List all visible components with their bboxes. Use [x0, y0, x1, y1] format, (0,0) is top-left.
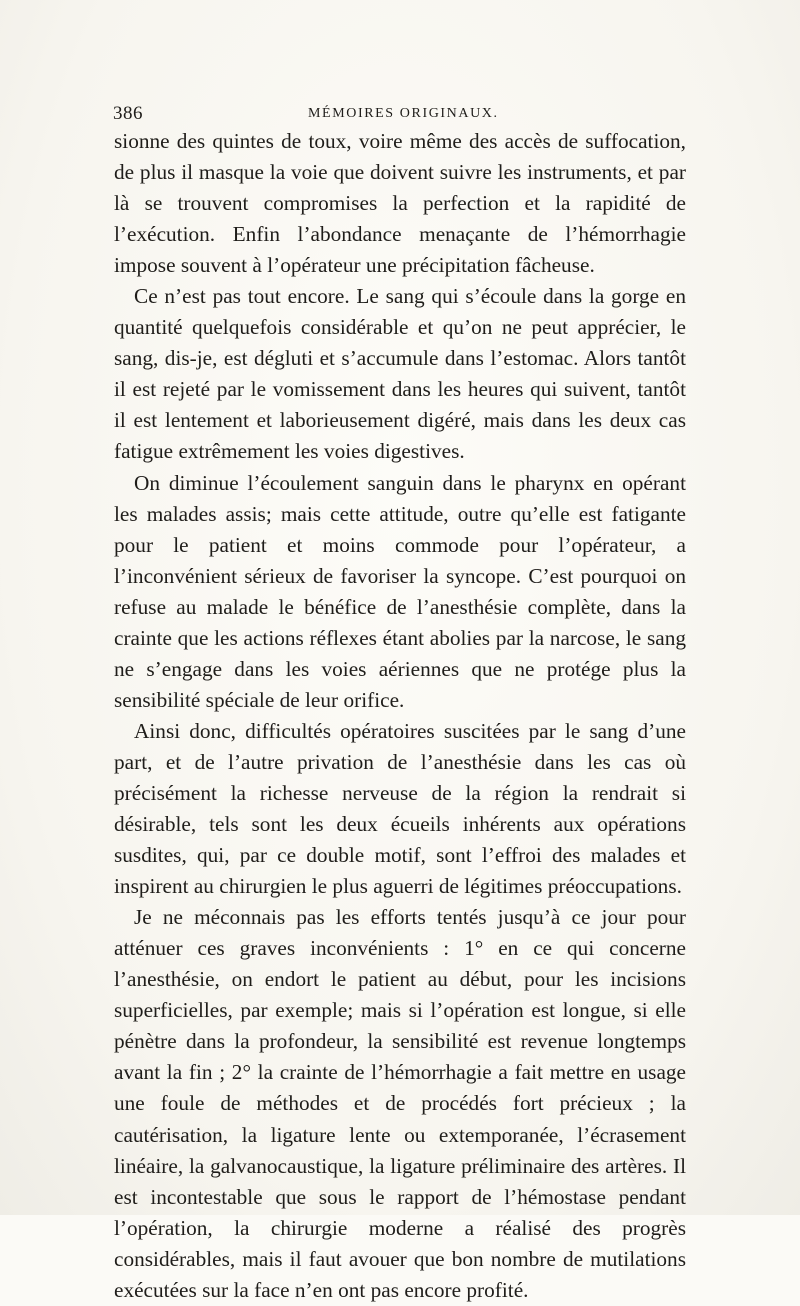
paragraph-2: Ce n’est pas tout encore. Le sang qui s’écoule dans la gorge en quantité quelquefois considérable et qu’on ne peut apprécier, le sang, dis-je, est dégluti et s’accumule dans l’estomac. Alors tantôt il est rejeté par le vomissement dans les heures qui suivent, tantôt il est lentement et laborieusement digéré, mais dans les deux cas fatigue extrêmement les voies digestives. [114, 284, 686, 464]
paragraph-5: Je ne méconnais pas les efforts tentés jusqu’à ce jour pour atténuer ces graves inconvénients : 1° en ce qui concerne l’anesthésie, on endort le patient au début, pour les incisions superficielles, par exemple; mais si l’opération est longue, si elle pénètre dans la profondeur, la sensibilité est revenue longtemps avant la fin ; 2° la crainte de l’hémorrhagie a fait mettre en usage une foule de méthodes et de procédés fort précieux ; la cautérisation, la ligature lente ou extemporanée, l’écrasement linéaire, la galvanocaustique, la ligature préliminaire des artères. Il est incontestable que sous le rapport de l’hémostase pendant l’opération, la chirurgie moderne a réalisé des progrès considérables, mais il faut avouer que bon nombre de mutilations exécutées sur la face n’en ont pas encore profité. [114, 905, 686, 1302]
body-text [114, 126, 686, 1306]
paragraph-4: Ainsi donc, difficultés opératoires suscitées par le sang d’une part, et de l’autre privation de l’anesthésie dans les cas où précisément la richesse nerveuse de la région la rendrait si désirable, tels sont les deux écueils inhérents aux opérations susdites, qui, par ce double motif, sont l’effroi des malades et inspirent au chirurgien le plus aguerri de légitimes préoccupations. [114, 718, 686, 899]
paragraph-3: On diminue l’écoulement sanguin dans le pharynx en opérant les malades assis; mais cette attitude, outre qu’elle est fatigante pour le patient et moins commode pour l’opérateur, a l’inconvénient sérieux de favoriser la syncope. C’est pourquoi on refuse au malade le bénéfice de l’anesthésie complète, dans la crainte que les actions réflexes étant abolies par la narcose, le sang ne s’engage dans les voies aériennes que ne protége plus la sensibilité spéciale de leur orifice. [114, 470, 686, 712]
running-title: MÉMOIRES ORIGINAUX. [308, 106, 499, 121]
page-number: 386 [113, 103, 143, 124]
paragraph-1: sionne des quintes de toux, voire même des accès de suffocation, de plus il masque la voie que doivent suivre les instruments, et par là se trouvent compromises la perfection et la rapidité de l’exécution. Enfin l’abondance menaçante de l’hémorrhagie impose souvent à l’opérateur une précipitation fâcheuse. [114, 129, 686, 278]
